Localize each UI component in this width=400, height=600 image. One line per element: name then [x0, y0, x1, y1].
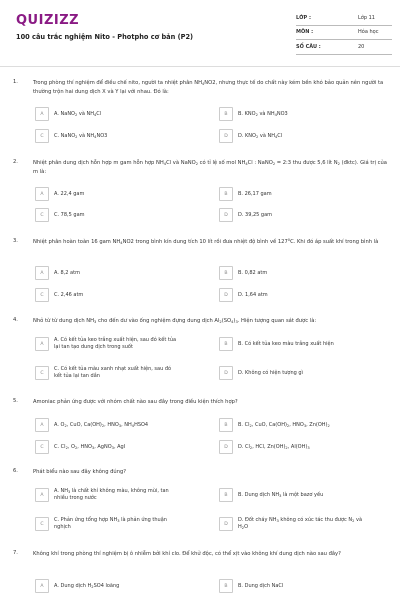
option-text: B. 0,82 atm	[238, 270, 268, 276]
option-text: D. Đốt cháy $NH_3$ không có xúc tác thu được $N_2$ và $H_2O$	[238, 517, 363, 531]
option-letter-box: D	[219, 288, 233, 302]
option-letter-box: D	[219, 440, 233, 454]
quizizz-logo: QUIZIZZ	[16, 13, 80, 28]
meta-value: 20	[358, 44, 365, 50]
option-text: B. Dung dịch $NH_3$ là một bazơ yếu	[238, 492, 324, 499]
option-letter-box: C	[35, 440, 49, 454]
option-text: B. $Cl_2$, CuO, $Ca(OH)_2$, $HNO_3$, $Zn(OH)_2$	[238, 422, 330, 429]
question-text: Không khí trong phòng thí nghiệm bị ô nhiễm bởi khí clo. Để khử độc, có thể xịt vào không khí dung dịch nào sau đây?	[33, 551, 341, 557]
option-letter-box: C	[35, 208, 49, 222]
meta-question-count	[296, 41, 392, 55]
option-text: C. 78,5 gam	[54, 212, 85, 218]
question-number: 3.	[13, 238, 18, 244]
question-number: 2.	[13, 159, 18, 165]
option-letter-box: B	[219, 418, 233, 432]
option-letter-box: C	[35, 366, 49, 380]
question-text: Nhiệt phân hoàn toàn 16 gam $NH_4NO2$ trong bình kín dung tích 10 lít rồi đưa nhiệt độ bình về $127^0C$. Khi đó áp suất khí trong bình là	[33, 238, 379, 246]
option-letter-box: D	[219, 366, 233, 380]
question-number: 6.	[13, 468, 18, 474]
question-text: Trong phòng thí nghiệm để điều chế nito, người ta nhiệt phân $NH_4NO2$, nhưng thực tế do chất này kém bền khó bảo quản nên người ta thường trộn hai dung dịch X và Y lại với nhau. Đó là:	[33, 80, 384, 96]
meta-label: SỐ CÂU :	[296, 44, 321, 50]
question-number: 4.	[13, 317, 18, 323]
option-letter-box: B	[219, 187, 233, 201]
option-letter-box: A	[35, 488, 49, 502]
option-letter-box: A	[35, 337, 49, 351]
option-text: D. 39,25 gam	[238, 212, 273, 218]
option-letter-box: B	[219, 488, 233, 502]
option-text: C. Có kết tủa màu xanh nhạt xuất hiện, sau đó kết tủa lại tan dần	[54, 366, 172, 380]
option-text: B. Có kết tủa keo màu trắng xuất hiện	[238, 341, 334, 347]
option-text: A. $O_2$, CuO, $Ca(OH)_2$, $HNO_3$, $NH_4HSO4$	[54, 422, 149, 429]
question-number: 1.	[13, 79, 18, 85]
option-letter-box: C	[35, 129, 49, 143]
meta-label: LỚP :	[296, 15, 311, 21]
option-text: D. $KNO_2$ và $NH_4Cl$	[238, 133, 283, 140]
header-divider	[0, 66, 400, 67]
option-text: D. $Cl_2$, HCl, $Zn(OH)_2$, $Al(OH)_3$	[238, 444, 310, 451]
option-letter-box: C	[35, 288, 49, 302]
option-letter-box: B	[219, 579, 233, 593]
option-text: B. 26,17 gam	[238, 191, 272, 197]
question-text: Amoniac phản ứng được với nhóm chất nào sau đây trong điều kiện thích hợp?	[33, 399, 238, 405]
option-text: A. Có kết tủa keo trắng xuất hiện, sau đó kết tủa lại tan tạo dung dịch trong suốt	[54, 337, 177, 351]
meta-value: Hóa học	[358, 29, 379, 35]
option-text: D. Không có hiện tượng gì	[238, 370, 303, 376]
meta-subject	[296, 26, 392, 40]
option-text: A. $NH_3$ là chất khí không màu, không mùi, tan nhiều trong nước	[54, 488, 169, 502]
option-text: C. 2,46 atm	[54, 292, 84, 298]
option-letter-box: A	[35, 418, 49, 432]
question-number: 5.	[13, 398, 18, 404]
option-text: D. 1,64 atm	[238, 292, 268, 298]
option-letter-box: B	[219, 266, 233, 280]
option-text: C. $Cl_2$, $O_2$, $HNO_3$, AgNO$_3$, AgI	[54, 444, 126, 451]
option-letter-box: B	[219, 107, 233, 121]
option-letter-box: A	[35, 107, 49, 121]
question-number: 7.	[13, 550, 18, 556]
option-letter-box: A	[35, 187, 49, 201]
option-text: A. 8,2 atm	[54, 270, 80, 276]
option-text: B. Dung dịch NaCl	[238, 583, 284, 589]
option-text: B. $KNO_2$ và $NH_4NO3$	[238, 111, 288, 118]
question-text: Nhiệt phân dung dịch hỗn hợp m gam hỗn hợp $NH_4Cl$ và NaNO$_2$ có tỉ lệ số mol $NH_4Cl$ : NaNO$_2$ = 2:3 thu được 5,6 lít $N_2$ (đktc). Giá trị của m là:	[33, 160, 387, 176]
meta-value: Lớp 11	[358, 15, 375, 21]
option-letter-box: B	[219, 337, 233, 351]
meta-grade	[296, 12, 392, 26]
question-text: Phát biểu nào sau đây không đúng?	[33, 469, 127, 475]
option-letter-box: D	[219, 517, 233, 531]
question-text: Nhỏ từ từ dung dịch $NH_3$ cho đến dư vào ống nghiệm đựng dung dịch $Al_2(SO_4)_3$. Hiện tượng quan sát được là:	[33, 318, 317, 325]
option-text: C. NaNO$_2$ và $NH_4NO3$	[54, 133, 108, 140]
worksheet-header	[0, 0, 400, 64]
worksheet-title: 100 câu trắc nghiệm Nito - Photpho cơ bản (P2)	[16, 33, 194, 41]
option-text: A. NaNO$_2$ và $NH_4Cl$	[54, 111, 102, 118]
option-letter-box: A	[35, 579, 49, 593]
option-letter-box: D	[219, 129, 233, 143]
option-letter-box: A	[35, 266, 49, 280]
option-letter-box: D	[219, 208, 233, 222]
option-letter-box: C	[35, 517, 49, 531]
meta-label: MÔN :	[296, 29, 314, 35]
option-text: A. Dung dịch $H_2SO4$ loãng	[54, 583, 120, 590]
option-text: A. 22,4 gam	[54, 191, 85, 197]
option-text: C. Phản ứng tổng hợp $NH_3$ là phản ứng thuận nghịch	[54, 517, 167, 531]
